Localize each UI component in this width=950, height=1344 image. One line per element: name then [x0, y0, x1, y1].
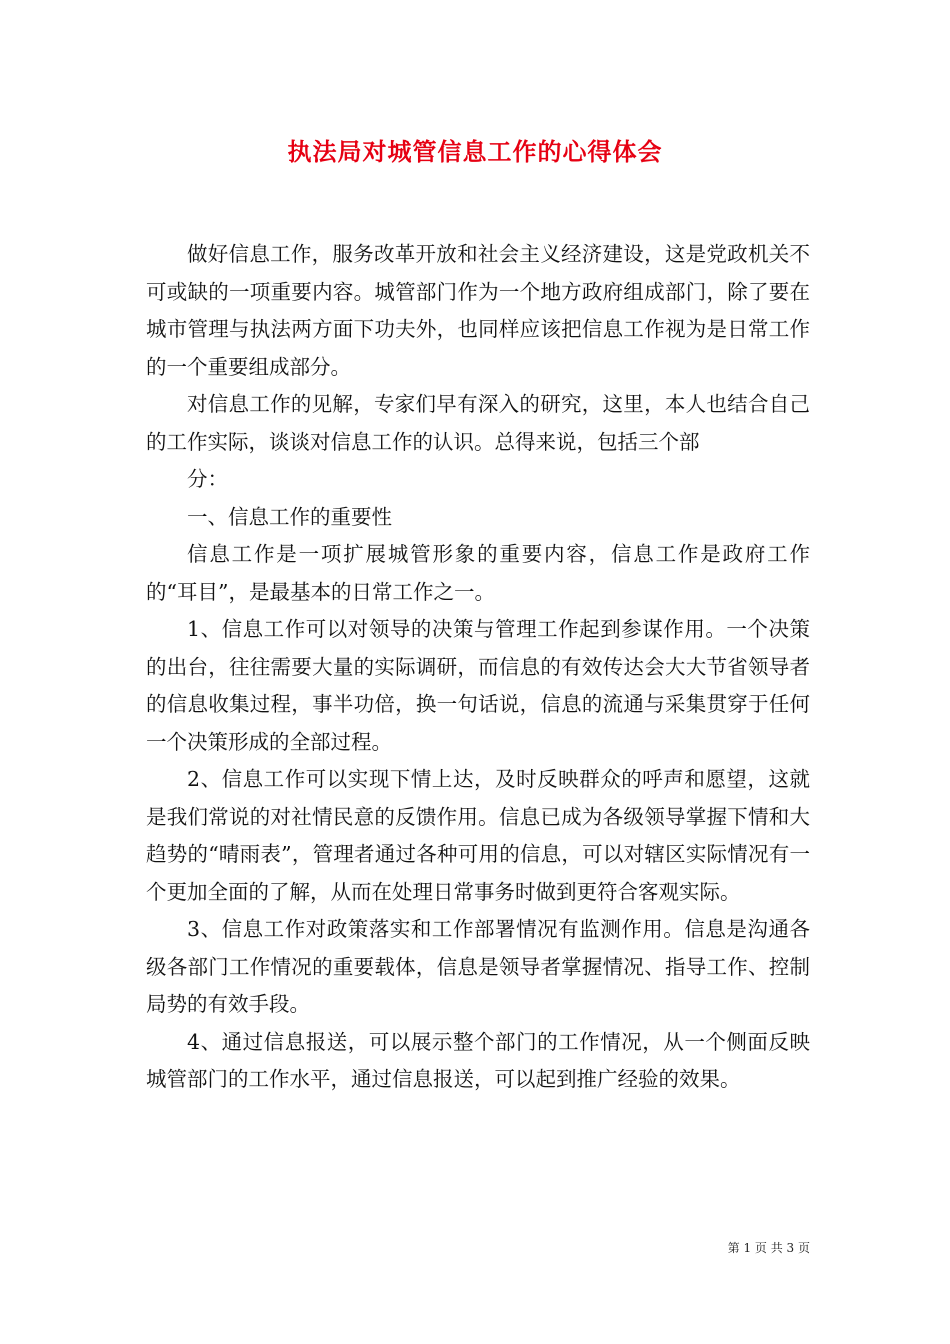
section-heading: 一、信息工作的重要性	[187, 504, 392, 529]
paragraph-overview: 对信息工作的见解，专家们早有深入的研究，这里，本人也结合自己的工作实际，谈谈对信息工作的认识。总得来说，包括三个部	[146, 392, 810, 454]
paragraph-importance: 信息工作是一项扩展城管形象的重要内容，信息工作是政府工作的“耳目”，是最基本的日常工作之一。	[146, 542, 810, 604]
document-title: 执法局对城管信息工作的心得体会	[287, 137, 663, 166]
paragraph-intro: 做好信息工作，服务改革开放和社会主义经济建设，这是党政机关不可或缺的一项重要内容。城管部门作为一个地方政府组成部门，除了要在城市管理与执法两方面下功夫外，也同样应该把信息工作视为是日常工作的一个重要组成部分。	[146, 242, 810, 379]
list-item-4: 4、通过信息报送，可以展示整个部门的工作情况，从一个侧面反映城管部门的工作水平，通过信息报送，可以起到推广经验的效果。	[146, 1029, 810, 1091]
list-item-1: 1、信息工作可以对领导的决策与管理工作起到参谋作用。一个决策的出台，往往需要大量的实际调研，而信息的有效传达会大大节省领导者的信息收集过程，事半功倍，换一句话说，信息的流通与采集贯穿于任何一个决策形成的全部过程。	[146, 617, 810, 754]
document-body	[146, 236, 810, 1099]
page-number: 第 1 页 共 3 页	[727, 1241, 810, 1255]
list-item-3: 3、信息工作对政策落实和工作部署情况有监测作用。信息是沟通各级各部门工作情况的重要载体，信息是领导者掌握情况、指导工作、控制局势的有效手段。	[146, 917, 810, 1016]
list-item-2: 2、信息工作可以实现下情上达，及时反映群众的呼声和愿望，这就是我们常说的对社情民意的反馈作用。信息已成为各级领导掌握下情和大趋势的“晴雨表”，管理者通过各种可用的信息，可以对辖区实际情况有一个更加全面的了解，从而在处理日常事务时做到更符合客观实际。	[146, 767, 810, 904]
paragraph-fragment: 分：	[187, 467, 228, 491]
